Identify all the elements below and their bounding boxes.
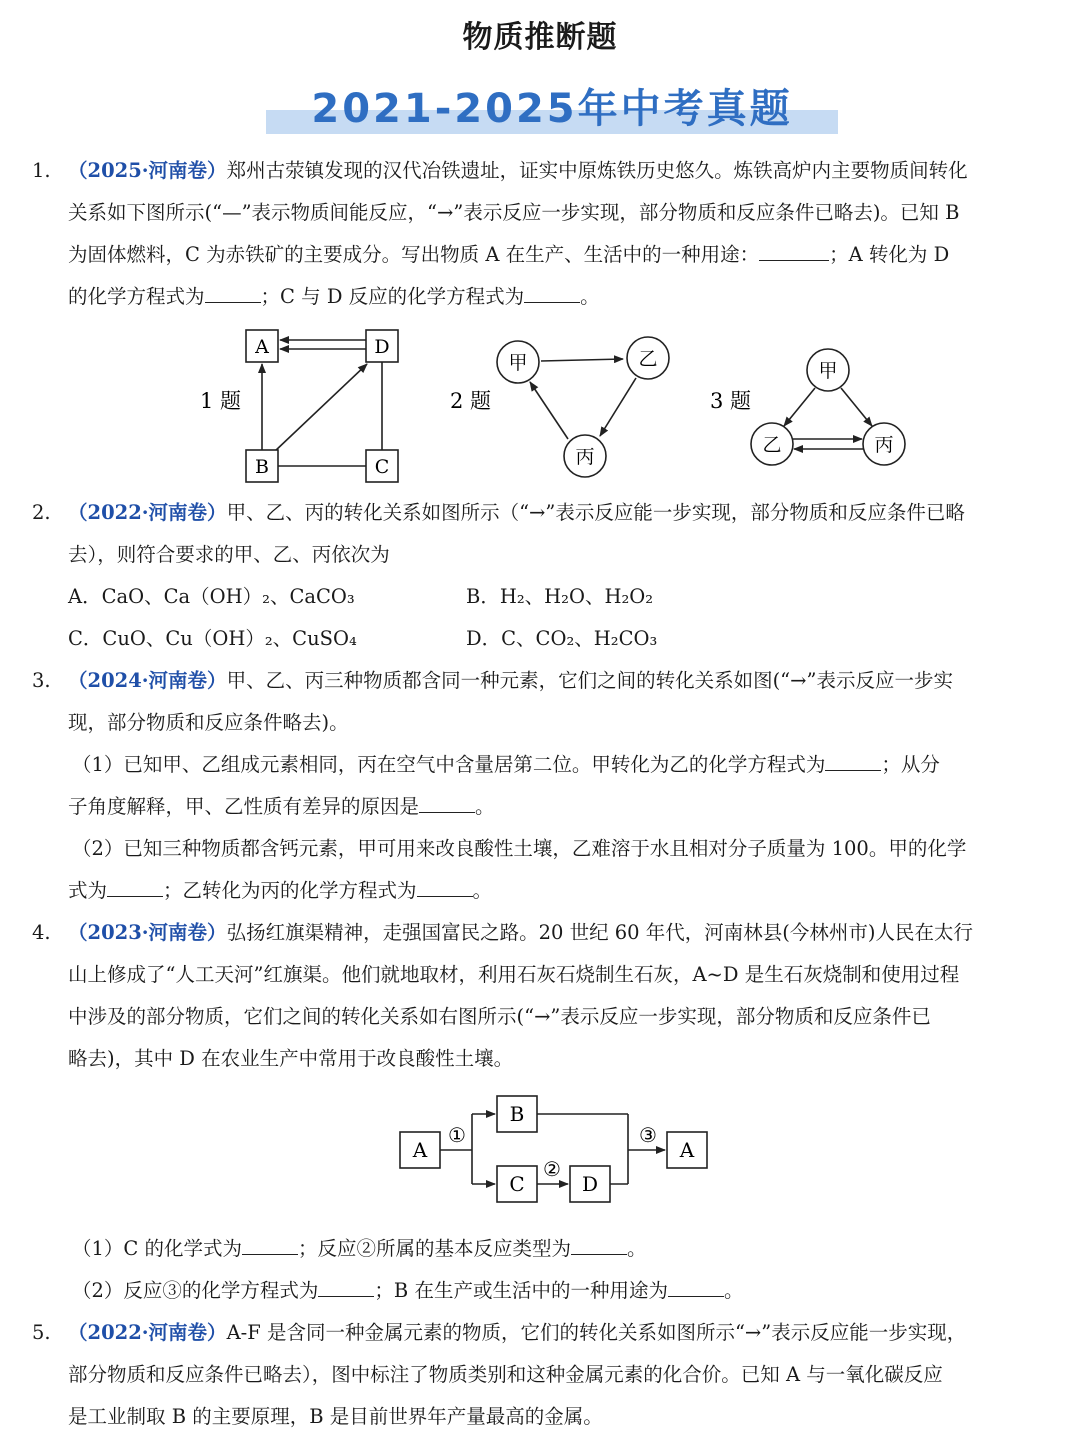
question-text: ；从分 xyxy=(881,753,940,776)
question-text: 。 xyxy=(580,285,600,308)
figure-label: 1 题 xyxy=(200,389,242,413)
arrow xyxy=(541,359,623,361)
node-label: C xyxy=(374,456,390,478)
question-text: 式为 xyxy=(68,879,108,902)
question-text: 。 xyxy=(627,1237,647,1260)
question-text: ；A 转化为 D xyxy=(829,243,950,266)
node-label: A xyxy=(679,1138,695,1162)
question-source: （2025·河南卷） xyxy=(68,159,227,182)
question-text: 为固体燃料，C 为赤铁矿的主要成分。写出物质 A 在生产、生活中的一种用途： xyxy=(68,243,760,266)
question-text: 甲、乙、丙三种物质都含同一种元素，它们之间的转化关系如图(“→”表示反应一步实 xyxy=(226,669,953,692)
question-text: 中涉及的部分物质，它们之间的转化关系如右图所示(“→”表示反应一步实现，部分物质和反应条件已 xyxy=(68,1005,931,1028)
page-title: 物质推断题 xyxy=(462,20,618,55)
question-number: 3. xyxy=(32,669,51,692)
node-label: 甲 xyxy=(818,360,838,382)
question-text: ；C 与 D 反应的化学方程式为 xyxy=(260,285,525,308)
node-label: B xyxy=(509,1102,525,1126)
node-label: 甲 xyxy=(508,352,528,374)
node-label: B xyxy=(255,456,269,478)
sub-question-cont xyxy=(0,786,1080,828)
node-label: D xyxy=(581,1172,599,1196)
question-text: （1）已知甲、乙组成元素相同，丙在空气中含量居第二位。甲转化为乙的化学方程式为 xyxy=(72,753,826,776)
node-label: C xyxy=(509,1172,525,1196)
figure-label: 3 题 xyxy=(710,389,752,413)
question-text: 甲、乙、丙的转化关系如图所示（“→”表示反应能一步实现，部分物质和反应条件已略 xyxy=(226,501,965,524)
question-text: 去），则符合要求的甲、乙、丙依次为 xyxy=(68,543,390,566)
question-text: 郑州古荥镇发现的汉代冶铁遗址，证实中原炼铁历史悠久。炼铁高炉内主要物质间转化 xyxy=(226,159,968,182)
option-row xyxy=(0,618,1080,660)
figure-1 xyxy=(200,330,398,482)
answer-blank[interactable] xyxy=(205,282,261,303)
question-text: （2）已知三种物质都含钙元素，甲可用来改良酸性土壤，乙难溶于水且相对分子质量为 100。甲的化学 xyxy=(72,837,967,860)
figure-2 xyxy=(450,337,669,477)
answer-blank[interactable] xyxy=(571,1234,627,1255)
question-3 xyxy=(0,660,1080,744)
sub-question xyxy=(0,828,1080,870)
question-text: 略去)，其中 D 在农业生产中常用于改良酸性土壤。 xyxy=(68,1047,514,1070)
option-row xyxy=(0,576,1080,618)
question-text: 。 xyxy=(723,1279,744,1302)
arrow xyxy=(274,364,367,452)
arrow xyxy=(784,388,815,426)
sub-question-cont xyxy=(0,870,1080,912)
question-text: 关系如下图所示(“—”表示物质间能反应，“→”表示反应一步实现，部分物质和反应条件已略去)。已知 B xyxy=(68,201,960,224)
reaction-mark: ① xyxy=(448,1123,466,1147)
banner-text: 2021-2025年中考真题 xyxy=(311,86,793,132)
question-text: （1）C 的化学式为 xyxy=(72,1237,243,1260)
question-number: 2. xyxy=(32,501,51,524)
option-a[interactable]: A．CaO、Ca（OH）₂、CaCO₃ xyxy=(68,585,355,608)
diagram-svg xyxy=(0,318,1080,492)
question-text: 子角度解释，甲、乙性质有差异的原因是 xyxy=(68,795,420,818)
question-text: ；乙转化为丙的化学方程式为 xyxy=(163,879,417,902)
node-label: D xyxy=(374,336,390,358)
figure-3 xyxy=(710,349,905,465)
question-source: （2023·河南卷） xyxy=(68,921,227,944)
sub-question xyxy=(0,1228,1080,1270)
answer-blank[interactable] xyxy=(107,876,163,897)
reaction-mark: ② xyxy=(543,1157,561,1181)
node-label: A xyxy=(255,336,269,358)
question-number: 4. xyxy=(32,921,51,944)
question-number: 1. xyxy=(32,159,51,182)
question-source: （2022·河南卷） xyxy=(68,1321,227,1344)
node-label: 丙 xyxy=(874,434,894,456)
arrow xyxy=(530,382,568,439)
q4-diagram-svg xyxy=(0,1080,1080,1228)
question-text: 。 xyxy=(475,795,495,818)
section-banner xyxy=(266,84,838,138)
answer-blank[interactable] xyxy=(318,1276,374,1297)
question-number: 5. xyxy=(32,1321,51,1344)
question-source: （2022·河南卷） xyxy=(68,501,227,524)
question-source: （2024·河南卷） xyxy=(68,669,227,692)
question-4 xyxy=(0,912,1080,1080)
answer-blank[interactable] xyxy=(417,876,473,897)
answer-blank[interactable] xyxy=(759,240,829,261)
answer-blank[interactable] xyxy=(825,750,881,771)
reaction-mark: ③ xyxy=(639,1123,657,1147)
question-2 xyxy=(0,492,1080,576)
question-text: （2）反应③的化学方程式为 xyxy=(72,1279,319,1302)
answer-blank[interactable] xyxy=(242,1234,298,1255)
diagram-row xyxy=(0,318,1080,492)
sub-question xyxy=(0,1270,1080,1312)
sub-question xyxy=(0,744,1080,786)
option-c[interactable]: C．CuO、Cu（OH）₂、CuSO₄ xyxy=(68,627,357,650)
question-text: 弘扬红旗渠精神，走强国富民之路。20 世纪 60 年代，河南林县(今林州市)人民在太行 xyxy=(226,921,973,944)
arrow xyxy=(841,388,872,426)
question-text: ；B 在生产或生活中的一种用途为 xyxy=(374,1279,668,1302)
arrow xyxy=(600,378,636,436)
answer-blank[interactable] xyxy=(419,792,475,813)
question-text: ；反应②所属的基本反应类型为 xyxy=(298,1237,572,1260)
node-label: 乙 xyxy=(762,434,782,456)
question-text: 山上修成了“人工天河”红旗渠。他们就地取材，利用石灰石烧制生石灰，A~D 是生石灰烧制和使用过程 xyxy=(68,963,960,986)
question-text: 是工业制取 B 的主要原理，B 是目前世界年产量最高的金属。 xyxy=(68,1405,603,1428)
answer-blank[interactable] xyxy=(668,1276,724,1297)
question-text: 现，部分物质和反应条件略去)。 xyxy=(68,711,349,734)
figure-label: 2 题 xyxy=(450,389,492,413)
node-label: 丙 xyxy=(575,446,595,468)
question-list xyxy=(0,150,1080,1438)
question-text: 部分物质和反应条件已略去），图中标注了物质类别和这种金属元素的化合价。已知 A 与一氧化碳反应 xyxy=(68,1363,943,1386)
question-1 xyxy=(0,150,1080,318)
answer-blank[interactable] xyxy=(524,282,580,303)
node-label: 乙 xyxy=(638,348,658,370)
option-b[interactable]: B．H₂、H₂O、H₂O₂ xyxy=(466,585,654,608)
node-label: A xyxy=(412,1138,428,1162)
question-5 xyxy=(0,1312,1080,1438)
question-text: 的化学方程式为 xyxy=(68,285,205,308)
question-text: 。 xyxy=(472,879,493,902)
option-d[interactable]: D．C、CO₂、H₂CO₃ xyxy=(466,627,658,650)
q4-diagram xyxy=(0,1080,1080,1228)
question-text: A-F 是含同一种金属元素的物质，它们的转化关系如图所示“→”表示反应能一步实现， xyxy=(226,1321,967,1344)
